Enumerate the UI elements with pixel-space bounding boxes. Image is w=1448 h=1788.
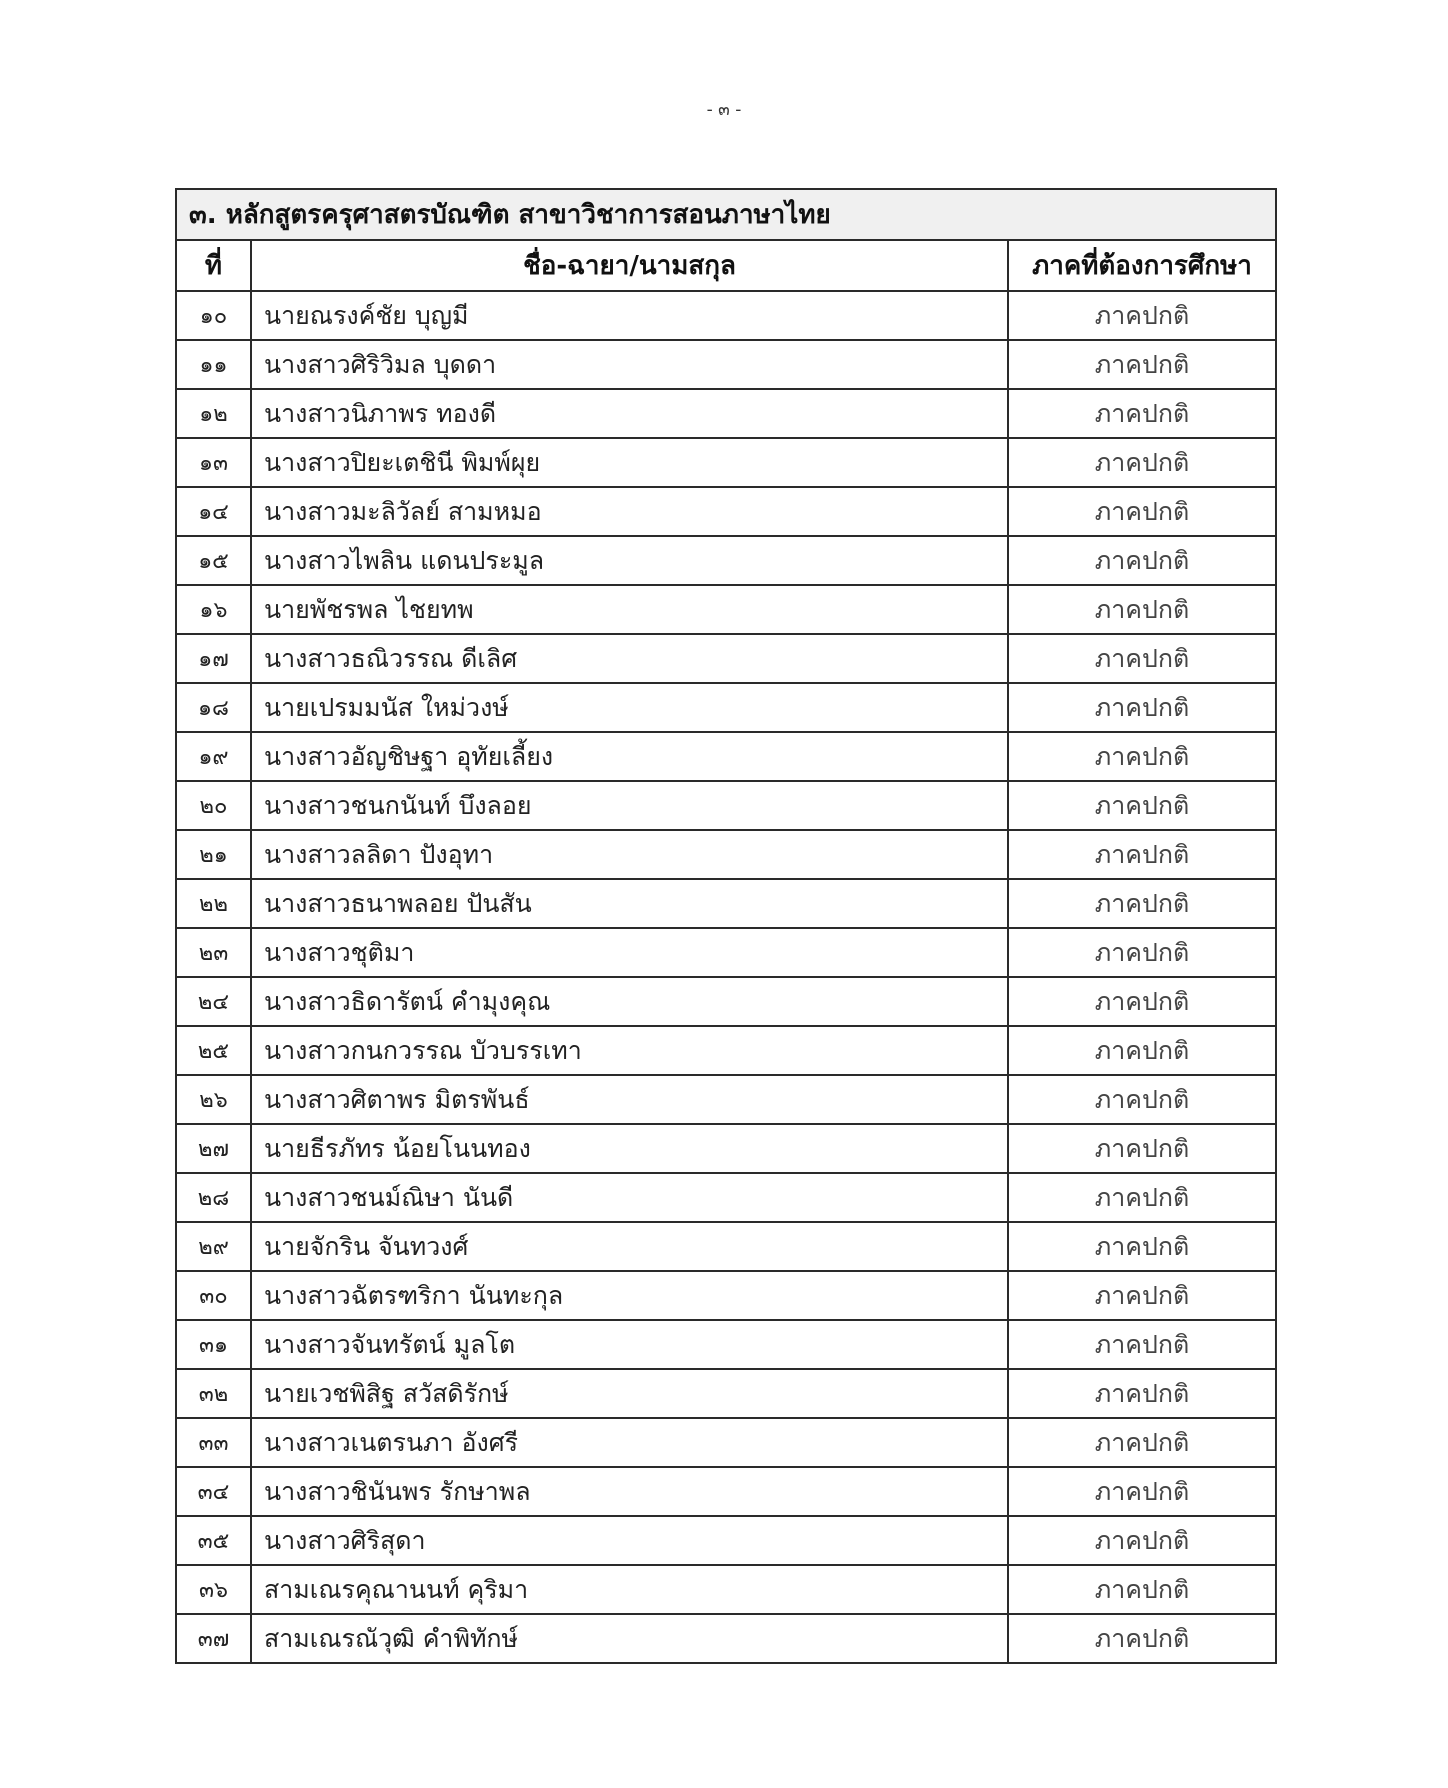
row-number: ๑๕: [176, 536, 251, 585]
student-name: นางสาวชุติมา: [251, 928, 1008, 977]
table-body: [176, 291, 1276, 1663]
student-name: นางสาวธณิวรรณ ดีเลิศ: [251, 634, 1008, 683]
study-term: ภาคปกติ: [1008, 1369, 1276, 1418]
study-term: ภาคปกติ: [1008, 1075, 1276, 1124]
student-name: นางสาวเนตรนภา อังศรี: [251, 1418, 1008, 1467]
study-term: ภาคปกติ: [1008, 879, 1276, 928]
row-number: ๑๐: [176, 291, 251, 340]
table-row: [176, 389, 1276, 438]
header-name: ชื่อ-ฉายา/นามสกุล: [251, 240, 1008, 291]
row-number: ๓๖: [176, 1565, 251, 1614]
study-term: ภาคปกติ: [1008, 1516, 1276, 1565]
table-row: [176, 487, 1276, 536]
row-number: ๒๑: [176, 830, 251, 879]
student-name: นางสาวนิภาพร ทองดี: [251, 389, 1008, 438]
study-term: ภาคปกติ: [1008, 977, 1276, 1026]
study-term: ภาคปกติ: [1008, 1271, 1276, 1320]
study-term: ภาคปกติ: [1008, 585, 1276, 634]
student-name: นายธีรภัทร น้อยโนนทอง: [251, 1124, 1008, 1173]
table-row: [176, 1075, 1276, 1124]
row-number: ๑๖: [176, 585, 251, 634]
student-name: นายณรงค์ชัย บุญมี: [251, 291, 1008, 340]
table-row: [176, 1124, 1276, 1173]
student-name: นางสาวชินันพร รักษาพล: [251, 1467, 1008, 1516]
table-row: [176, 1173, 1276, 1222]
table-row: [176, 585, 1276, 634]
study-term: ภาคปกติ: [1008, 389, 1276, 438]
row-number: ๓๐: [176, 1271, 251, 1320]
program-title: ๓. หลักสูตรครุศาสตรบัณฑิต สาขาวิชาการสอนภาษาไทย: [176, 189, 1276, 240]
study-term: ภาคปกติ: [1008, 1026, 1276, 1075]
study-term: ภาคปกติ: [1008, 438, 1276, 487]
student-name: นางสาวธิดารัตน์ คำมุงคุณ: [251, 977, 1008, 1026]
header-no: ที่: [176, 240, 251, 291]
table-row: [176, 1467, 1276, 1516]
row-number: ๑๑: [176, 340, 251, 389]
header-term: ภาคที่ต้องการศึกษา: [1008, 240, 1276, 291]
table-row: [176, 1320, 1276, 1369]
row-number: ๓๑: [176, 1320, 251, 1369]
study-term: ภาคปกติ: [1008, 1614, 1276, 1663]
study-term: ภาคปกติ: [1008, 291, 1276, 340]
student-name: สามเณรณัวุฒิ คำพิทักษ์: [251, 1614, 1008, 1663]
row-number: ๒๔: [176, 977, 251, 1026]
row-number: ๓๗: [176, 1614, 251, 1663]
study-term: ภาคปกติ: [1008, 683, 1276, 732]
table-row: [176, 1418, 1276, 1467]
table-row: [176, 634, 1276, 683]
row-number: ๓๒: [176, 1369, 251, 1418]
table-row: [176, 1271, 1276, 1320]
table-row: [176, 683, 1276, 732]
study-term: ภาคปกติ: [1008, 1173, 1276, 1222]
table-row: [176, 438, 1276, 487]
student-name: นายเปรมมนัส ใหม่วงษ์: [251, 683, 1008, 732]
row-number: ๓๔: [176, 1467, 251, 1516]
study-term: ภาคปกติ: [1008, 1222, 1276, 1271]
study-term: ภาคปกติ: [1008, 1565, 1276, 1614]
row-number: ๒๗: [176, 1124, 251, 1173]
row-number: ๓๕: [176, 1516, 251, 1565]
row-number: ๒๕: [176, 1026, 251, 1075]
row-number: ๑๙: [176, 732, 251, 781]
student-name: นายพัชรพล ไชยทพ: [251, 585, 1008, 634]
table-row: [176, 781, 1276, 830]
table-title-row: [176, 189, 1276, 240]
row-number: ๑๒: [176, 389, 251, 438]
student-name: สามเณรคุณานนท์ คุริมา: [251, 1565, 1008, 1614]
student-list-table: [175, 188, 1277, 1664]
table-row: [176, 928, 1276, 977]
row-number: ๑๔: [176, 487, 251, 536]
table-row: [176, 879, 1276, 928]
student-name: นางสาวศิริสุดา: [251, 1516, 1008, 1565]
row-number: ๑๘: [176, 683, 251, 732]
study-term: ภาคปกติ: [1008, 1418, 1276, 1467]
study-term: ภาคปกติ: [1008, 536, 1276, 585]
student-name: นางสาวลลิดา ปังอุทา: [251, 830, 1008, 879]
table-row: [176, 1516, 1276, 1565]
student-name: นางสาวกนกวรรณ บัวบรรเทา: [251, 1026, 1008, 1075]
row-number: ๒๐: [176, 781, 251, 830]
row-number: ๒๒: [176, 879, 251, 928]
table-row: [176, 977, 1276, 1026]
student-name: นางสาวฉัตรฑริกา นันทะกุล: [251, 1271, 1008, 1320]
student-name: นายเวชพิสิฐ สวัสดิรักษ์: [251, 1369, 1008, 1418]
table-row: [176, 1026, 1276, 1075]
table-row: [176, 732, 1276, 781]
student-name: นางสาวชนกนันท์ บึงลอย: [251, 781, 1008, 830]
student-name: นางสาวธนาพลอย ปันสัน: [251, 879, 1008, 928]
study-term: ภาคปกติ: [1008, 732, 1276, 781]
student-name: นางสาวศิตาพร มิตรพันธ์: [251, 1075, 1008, 1124]
row-number: ๒๖: [176, 1075, 251, 1124]
table-header-row: [176, 240, 1276, 291]
study-term: ภาคปกติ: [1008, 1320, 1276, 1369]
student-name: นางสาวศิริวิมล บุดดา: [251, 340, 1008, 389]
study-term: ภาคปกติ: [1008, 781, 1276, 830]
student-name: นายจักริน จันทวงศ์: [251, 1222, 1008, 1271]
row-number: ๑๗: [176, 634, 251, 683]
row-number: ๑๓: [176, 438, 251, 487]
study-term: ภาคปกติ: [1008, 830, 1276, 879]
table-row: [176, 1222, 1276, 1271]
table-row: [176, 1369, 1276, 1418]
table-row: [176, 1614, 1276, 1663]
row-number: ๒๘: [176, 1173, 251, 1222]
table-row: [176, 291, 1276, 340]
table-row: [176, 830, 1276, 879]
study-term: ภาคปกติ: [1008, 1124, 1276, 1173]
row-number: ๓๓: [176, 1418, 251, 1467]
table-row: [176, 536, 1276, 585]
student-name: นางสาวปิยะเตชินี พิมพ์ผุย: [251, 438, 1008, 487]
student-name: นางสาวไพลิน แดนประมูล: [251, 536, 1008, 585]
student-name: นางสาวมะลิวัลย์ สามหมอ: [251, 487, 1008, 536]
table-row: [176, 340, 1276, 389]
student-name: นางสาวชนม์ณิษา นันดี: [251, 1173, 1008, 1222]
study-term: ภาคปกติ: [1008, 487, 1276, 536]
table-row: [176, 1565, 1276, 1614]
study-term: ภาคปกติ: [1008, 634, 1276, 683]
row-number: ๒๓: [176, 928, 251, 977]
study-term: ภาคปกติ: [1008, 928, 1276, 977]
student-name: นางสาวอัญชิษฐา อุทัยเลี้ยง: [251, 732, 1008, 781]
study-term: ภาคปกติ: [1008, 1467, 1276, 1516]
student-name: นางสาวจันทรัตน์ มูลโต: [251, 1320, 1008, 1369]
page-number: - ๓ -: [706, 100, 742, 120]
study-term: ภาคปกติ: [1008, 340, 1276, 389]
row-number: ๒๙: [176, 1222, 251, 1271]
